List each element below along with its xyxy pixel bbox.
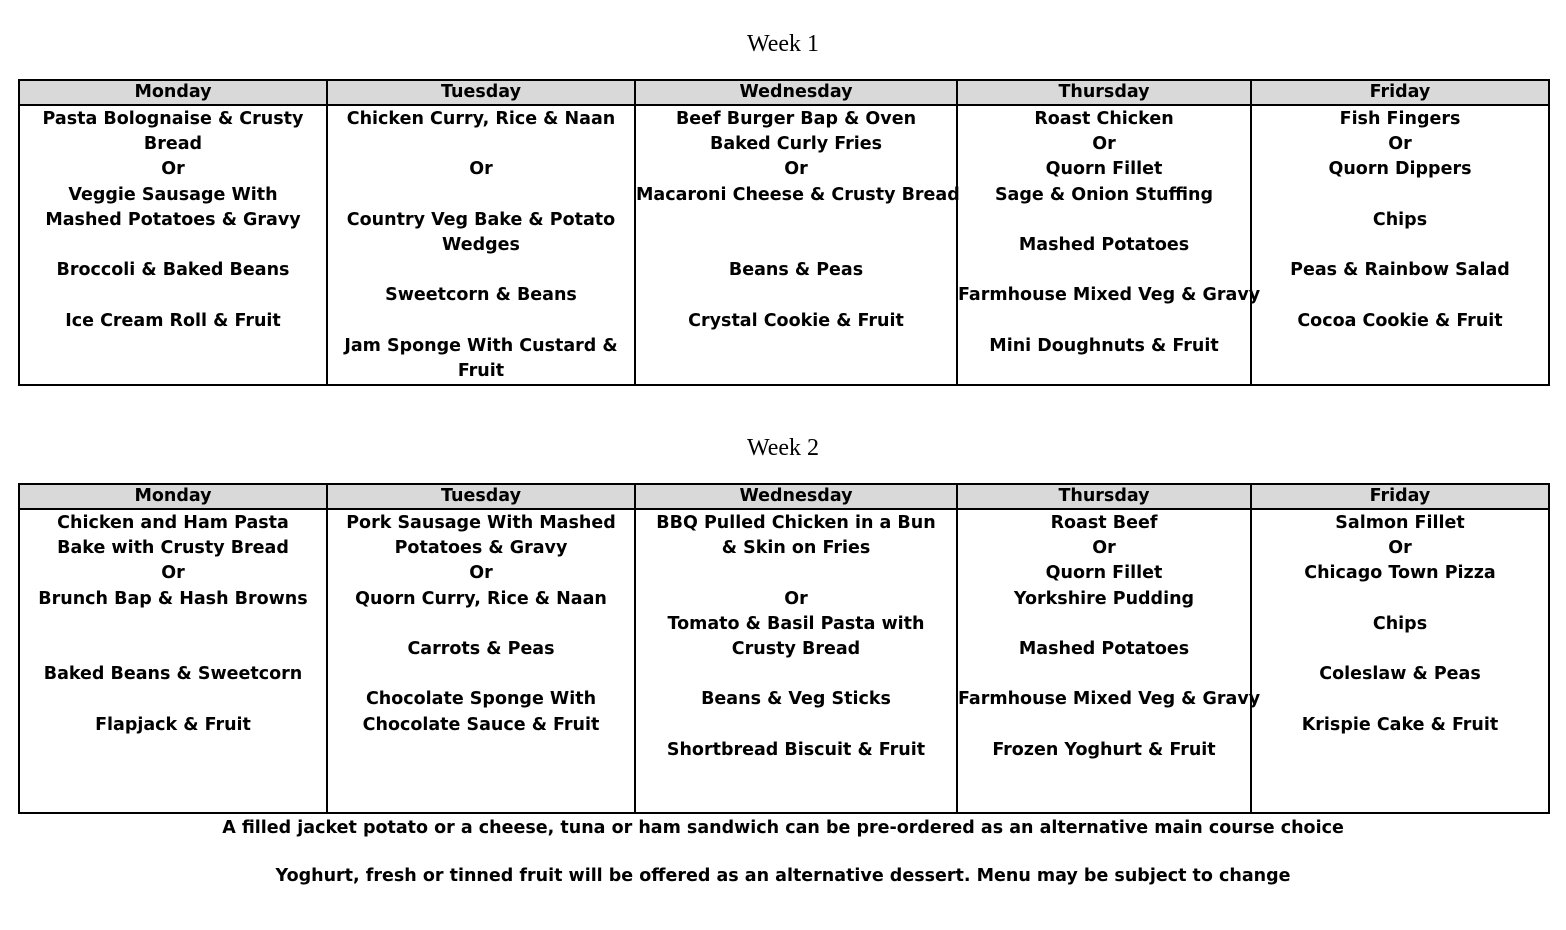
week-1-title: Week 1	[746, 31, 820, 57]
menu-item: Carrots & Peas	[407, 639, 555, 659]
menu-or-separator: Or	[1092, 134, 1116, 155]
menu-blank-line	[328, 183, 634, 208]
week-1-day-friday: Friday	[1251, 80, 1549, 105]
menu-blank-line	[20, 233, 326, 258]
menu-item: Quorn Curry, Rice & Naan	[355, 588, 607, 609]
menu-or-separator: Or	[1388, 538, 1412, 559]
menu-or-separator: Or	[161, 159, 185, 180]
menu-item: Tomato & Basil Pasta with Crusty Bread	[667, 613, 925, 659]
week-1-header-row	[19, 80, 1549, 105]
week-2-title: Week 2	[746, 435, 820, 461]
menu-item: Cocoa Cookie & Fruit	[1297, 310, 1503, 331]
menu-blank-line	[20, 283, 326, 308]
menu-blank-line	[20, 687, 326, 712]
menu-item: Broccoli & Baked Beans	[56, 260, 290, 281]
week-1-thursday-cell	[957, 105, 1261, 385]
menu-item: Peas & Rainbow Salad	[1290, 260, 1510, 281]
week-2-day-wednesday: Wednesday	[635, 484, 957, 509]
week-2-day-monday: Monday	[19, 484, 327, 509]
menu-or-separator: Or	[161, 563, 185, 584]
menu-item: Chicken Curry, Rice & Naan	[346, 109, 616, 129]
menu-item: Roast Chicken	[1034, 109, 1174, 129]
menu-item: Brunch Bap & Hash Browns	[38, 588, 308, 609]
week-1-day-wednesday: Wednesday	[635, 80, 957, 105]
menu-item: Coleslaw & Peas	[1319, 664, 1481, 685]
menu-item: Chips	[1372, 613, 1428, 634]
menu-blank-line	[636, 713, 956, 738]
menu-item: Chocolate Sponge With Chocolate Sauce & Fruit	[362, 689, 600, 735]
menu-item: Mashed Potatoes	[1018, 639, 1190, 659]
menu-item: Shortbread Biscuit & Fruit	[666, 739, 926, 760]
menu-blank-line	[20, 612, 326, 637]
menu-or-separator: Or	[1092, 538, 1116, 559]
menu-blank-line	[20, 637, 326, 662]
menu-item: Veggie Sausage With Mashed Potatoes & Gravy	[45, 184, 301, 230]
menu-item: Baked Beans & Sweetcorn	[43, 664, 303, 685]
menu-blank-line	[1252, 283, 1548, 308]
week-1-menu-table	[18, 79, 1550, 386]
menu-blank-line	[328, 612, 634, 637]
week-2-menu-table	[18, 483, 1550, 814]
menu-item: Farmhouse Mixed Veg & Gravy	[958, 285, 1261, 306]
menu-item: Pork Sausage With Mashed Potatoes & Gravy	[346, 513, 616, 559]
menu-item: Roast Beef	[1050, 513, 1158, 533]
week-2-wednesday-cell	[635, 509, 957, 813]
menu-blank-line	[958, 662, 1250, 687]
menu-item: Yorkshire Pudding	[1013, 588, 1195, 609]
menu-item: Jam Sponge With Custard & Fruit	[344, 335, 618, 381]
menu-blank-line	[328, 258, 634, 283]
week-1-tuesday-cell	[327, 105, 635, 385]
menu-item: Ice Cream Roll & Fruit	[65, 310, 281, 331]
menu-item: Chips	[1372, 209, 1428, 230]
menu-item: Flapjack & Fruit	[95, 714, 251, 735]
menu-blank-line	[1252, 183, 1548, 208]
menu-or-separator: Or	[784, 588, 808, 609]
menu-item: Beans & Veg Sticks	[701, 689, 891, 710]
menu-item: BBQ Pulled Chicken in a Bun & Skin on Fries	[656, 513, 936, 559]
week-1-wednesday-cell	[635, 105, 960, 385]
menu-item: Country Veg Bake & Potato Wedges	[346, 209, 616, 255]
menu-item: Chicken and Ham Pasta Bake with Crusty Bread	[57, 513, 289, 559]
menu-or-separator: Or	[1388, 134, 1412, 155]
week-2-header-row	[19, 484, 1549, 509]
week-2-menu-row	[19, 509, 1549, 813]
menu-item: Sweetcorn & Beans	[385, 285, 577, 306]
week-2-day-tuesday: Tuesday	[327, 484, 635, 509]
week-2-day-thursday: Thursday	[957, 484, 1251, 509]
menu-or-separator: Or	[784, 159, 808, 180]
menu-blank-line	[636, 662, 956, 687]
menu-item: Fish Fingers	[1339, 109, 1461, 129]
menu-blank-line	[636, 283, 956, 308]
menu-blank-line	[1252, 233, 1548, 258]
week-1-day-tuesday: Tuesday	[327, 80, 635, 105]
week-2-day-friday: Friday	[1251, 484, 1549, 509]
menu-item: Quorn Dippers	[1328, 159, 1472, 180]
alternative-main-note: A filled jacket potato or a cheese, tuna or ham sandwich can be pre-ordered as an alternative main course choice	[222, 818, 1344, 838]
menu-blank-line	[636, 208, 956, 233]
alternative-dessert-note: Yoghurt, fresh or tinned fruit will be offered as an alternative dessert. Menu may be subject to change	[275, 866, 1291, 886]
week-1-day-monday: Monday	[19, 80, 327, 105]
menu-blank-line	[958, 208, 1250, 233]
week-2-monday-cell	[19, 509, 327, 813]
menu-item: Krispie Cake & Fruit	[1301, 714, 1499, 735]
menu-blank-line	[1252, 687, 1548, 712]
menu-blank-line	[1252, 637, 1548, 662]
week-1-day-thursday: Thursday	[957, 80, 1251, 105]
week-2-thursday-cell	[957, 509, 1261, 813]
menu-item: Beef Burger Bap & Oven Baked Curly Fries	[675, 109, 917, 155]
menu-item: Pasta Bolognaise & Crusty Bread	[42, 109, 304, 155]
menu-item: Frozen Yoghurt & Fruit	[992, 739, 1216, 760]
menu-item: Macaroni Cheese & Crusty Bread	[636, 184, 960, 205]
menu-item: Crystal Cookie & Fruit	[688, 310, 904, 331]
menu-blank-line	[1252, 587, 1548, 612]
week-1-monday-cell	[19, 105, 327, 385]
menu-blank-line	[328, 132, 634, 157]
menu-item: Farmhouse Mixed Veg & Gravy	[958, 689, 1261, 710]
menu-item: Quorn Fillet	[1045, 563, 1163, 584]
menu-blank-line	[636, 561, 956, 586]
week-2-tuesday-cell	[327, 509, 635, 813]
menu-item: Mini Doughnuts & Fruit	[989, 335, 1219, 356]
menu-item: Mashed Potatoes	[1018, 235, 1190, 255]
menu-item: Chicago Town Pizza	[1304, 563, 1496, 584]
menu-blank-line	[636, 233, 956, 258]
menu-item: Quorn Fillet	[1045, 159, 1163, 180]
menu-blank-line	[958, 309, 1250, 334]
menu-blank-line	[958, 612, 1250, 637]
week-1-menu-row	[19, 105, 1549, 385]
week-2-friday-cell	[1251, 509, 1549, 813]
menu-item: Salmon Fillet	[1335, 513, 1465, 533]
menu-or-separator: Or	[469, 563, 493, 584]
menu-blank-line	[958, 713, 1250, 738]
menu-item: Beans & Peas	[728, 260, 864, 281]
menu-blank-line	[328, 662, 634, 687]
menu-item: Sage & Onion Stuffing	[994, 184, 1214, 205]
week-1-friday-cell	[1251, 105, 1549, 385]
menu-or-separator: Or	[469, 159, 493, 180]
menu-blank-line	[958, 258, 1250, 283]
menu-blank-line	[328, 309, 634, 334]
